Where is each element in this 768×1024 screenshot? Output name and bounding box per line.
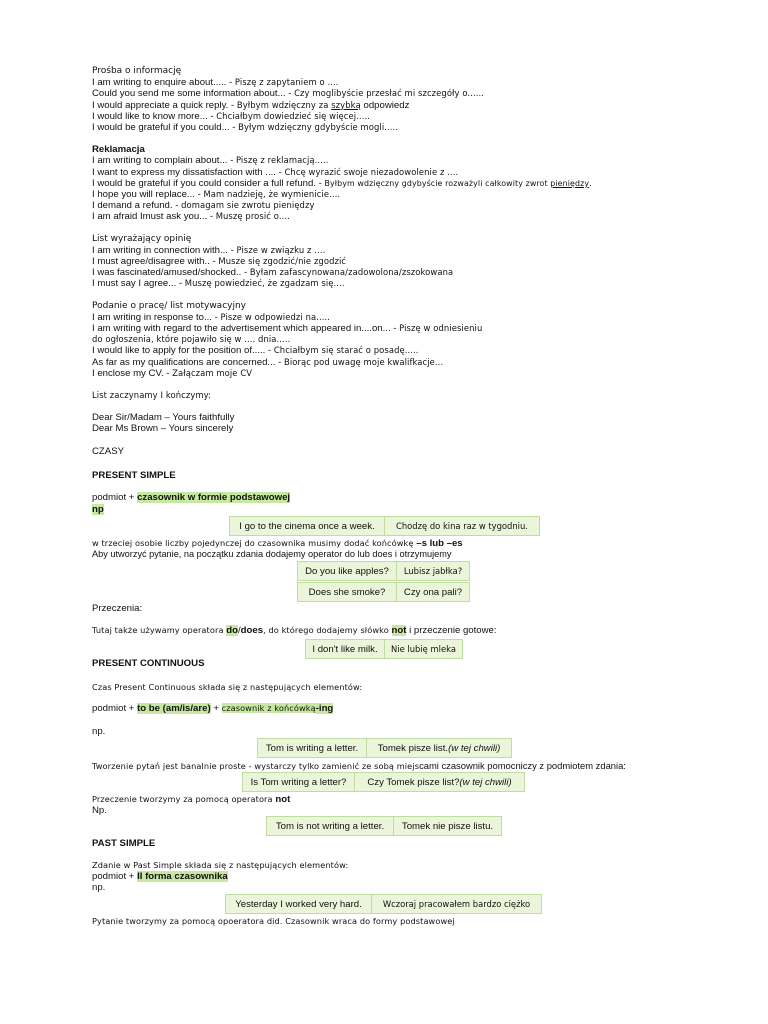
present-simple-title: PRESENT SIMPLE [92, 470, 176, 481]
closing-line: Dear Ms Brown – Yours sincerely [92, 423, 234, 435]
example-pl: Tomek nie pisze listu. [394, 816, 502, 836]
example-en: Yesterday I worked very hard. [225, 894, 372, 914]
example-pl: Chodzę do kina raz w tygodniu. [385, 516, 540, 536]
present-simple-np: np [92, 504, 104, 515]
example-row [266, 816, 502, 836]
example-row [257, 738, 512, 758]
np-label: Np. [92, 805, 107, 816]
present-continuous-intro: Czas Present Continuous składa się z następujących elementów: [92, 682, 363, 692]
negation-rule: Tutaj także używamy operatora do/does, do którego dodajemy słówko not i przeczenie gotowe: [92, 625, 497, 636]
present-simple-formula: podmiot + czasownik w formie podstawowej [92, 492, 291, 503]
example-en: Does she smoke? [297, 582, 397, 602]
phrase-line: I am writing with regard to the advertisement which appeared in....on... - Piszę w odniesieniu [92, 323, 483, 335]
phrase-line: I hope you will replace... - Mam nadzieję, że wymienicie.... [92, 189, 341, 201]
example-en: I go to the cinema once a week. [229, 516, 385, 536]
example-pl: Wczoraj pracowałem bardzo ciężko [372, 894, 542, 914]
example-row [297, 561, 470, 581]
czasy-heading: CZASY [92, 445, 124, 457]
example-pl: Lubisz jabłka? [397, 561, 470, 581]
phrase-line: I am afraid Imust ask you... - Muszę prosić o.... [92, 211, 290, 223]
third-person-rule: w trzeciej osobie liczby pojedynczej do czasownika musimy dodać końcówkę –s lub –es [92, 538, 463, 549]
example-row [225, 894, 542, 914]
example-en: Tom is not writing a letter. [266, 816, 394, 836]
example-en: Do you like apples? [297, 561, 397, 581]
past-simple-intro: Zdanie w Past Simple składa się z następujących elementów: [92, 860, 349, 870]
section-title-prosba: Prośba o informację [92, 66, 182, 76]
negation-rule-pc: Przeczenie tworzymy za pomocą operatora not [92, 794, 291, 805]
phrase-line: I must say I agree... - Muszę powiedzieć, że zgadzam się.... [92, 278, 345, 290]
closing-line: Dear Sir/Madam – Yours faithfully [92, 412, 235, 424]
past-simple-np: np. [92, 882, 106, 893]
phrase-line: I must agree/disagree with.. - Musze się zgodzić/nie zgodzić [92, 256, 347, 268]
example-row [305, 639, 463, 659]
example-en: Is Tom writing a letter? [242, 772, 355, 792]
example-row [229, 516, 540, 536]
example-row [297, 582, 470, 602]
example-en: Tom is writing a letter. [257, 738, 367, 758]
przeczenia-label: Przeczenia: [92, 603, 143, 614]
phrase-line: As far as my qualifications are concerned... - Biorąc pod uwagę moje kwalifkacje... [92, 356, 444, 368]
question-rule: Aby utworzyć pytanie, na początku zdania dodajemy operator do lub does i otrzymujemy [92, 549, 452, 559]
phrase-line: I demand a refund. - domagam sie zwrotu pieniędzy [92, 200, 315, 212]
phrase-line: I would be grateful if you could consider a full refund. - Byłbym wdzięczny gdybyście rozważyli całkowity zwrot pieniędzy. [92, 177, 592, 189]
section-title-praca: Podanie o pracę/ list motywacyjny [92, 300, 247, 311]
question-rule-ps: Pytanie tworzymy za pomocą opoeratora did. Czasownik wraca do formy podstawowej [92, 916, 455, 926]
present-continuous-formula: podmiot + to be (am/is/are) + czasownik z końcówką-ing [92, 703, 334, 714]
present-continuous-title: PRESENT CONTINUOUS [92, 658, 205, 669]
phrase-line: I am writing to complain about... - Piszę z reklamacją..... [92, 155, 329, 167]
phrase-line: I enclose my CV. - Załączam moje CV [92, 367, 253, 379]
example-pl: Nie lubię mleka [385, 639, 463, 659]
example-pl: Czy ona pali? [397, 582, 470, 602]
phrase-line: I would like to apply for the position of..... - Chciałbym się starać o posadę..... [92, 345, 419, 357]
section-title-reklamacja: Reklamacja [92, 144, 145, 156]
phrase-line: I am writing to enquire about..... - Piszę z zapytaniem o .... [92, 77, 339, 89]
question-rule-pc: Tworzenie pytań jest banalnie proste - wystarczy tylko zamienić ze sobą miejscami czasownik pomocniczy z podmiotem zdania: [92, 760, 626, 771]
phrase-line: I would like to know more... - Chciałbym dowiedzieć się więcej..... [92, 110, 370, 122]
document-body [92, 66, 712, 457]
phrase-line: I am writing in response to... - Pisze w odpowiedzi na..... [92, 311, 331, 323]
phrase-line: I would be grateful if you could... - Byłym wdzięczny gdybyście mogli..... [92, 122, 399, 134]
phrase-line: I want to express my dissatisfaction with .... - Chcę wyrazić swoje niezadowolenie z .... [92, 166, 459, 178]
example-row [242, 772, 525, 792]
past-simple-formula: podmiot + II forma czasownika [92, 871, 228, 882]
phrase-line: Could you send me some information about... - Czy moglibyście przesłać mi szczegóły o...... [92, 88, 485, 100]
phrase-line: I would appreciate a quick reply. - Byłbym wdzięczny za szybką odpowiedz [92, 99, 410, 111]
present-continuous-np: np. [92, 726, 106, 737]
section-title-opinia: List wyrażający opinię [92, 233, 192, 244]
past-simple-title: PAST SIMPLE [92, 838, 156, 849]
phrase-line: I am writing in connection with... - Pisze w związku z .... [92, 244, 326, 256]
example-en: I don't like milk. [305, 639, 385, 659]
example-pl: Czy Tomek pisze list? (w tej chwili) [355, 772, 525, 792]
phrase-line: do ogłoszenia, które pojawiło się w .... dnia..... [92, 334, 291, 345]
phrase-line: I was fascinated/amused/shocked.. - Byłam zafascynowana/zadowolona/zszokowana [92, 267, 454, 279]
example-pl: Tomek pisze list. (w tej chwili) [367, 738, 512, 758]
section-title-zaczynamy: List zaczynamy I kończymy: [92, 390, 212, 401]
